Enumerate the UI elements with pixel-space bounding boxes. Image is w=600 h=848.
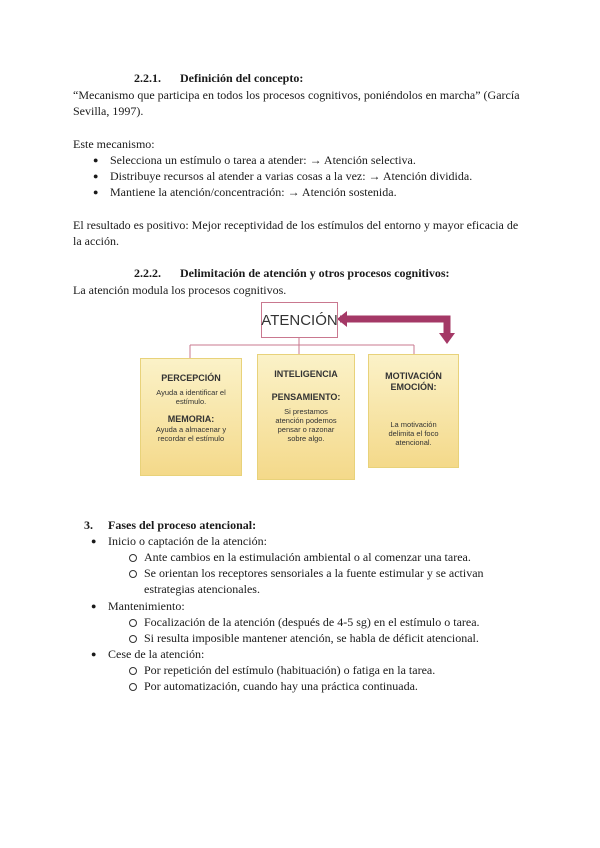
quote-line-2: Sevilla, 1997). — [73, 104, 144, 118]
list-item: Mantiene la atención/concentración: → Atención sostenida. — [110, 185, 397, 199]
feedback-arrow-tail — [337, 311, 347, 327]
section-number: 2.2.2. — [134, 266, 161, 280]
circle-bullet-icon — [129, 667, 137, 675]
section-intro: La atención modula los procesos cognitivos. — [73, 283, 287, 297]
phase-label: Inicio o captación de la atención: — [108, 534, 267, 548]
list-item: Distribuye recursos al atender a varias cosas a la vez: → Atención dividida. — [110, 169, 473, 183]
list-item: Por repetición del estímulo (habituación) o fatiga en la tarea. — [144, 663, 436, 677]
box-title: INTELIGENCIA — [274, 369, 338, 379]
mechanism-intro: Este mecanismo: — [73, 137, 155, 151]
circle-bullet-icon — [129, 570, 137, 578]
box-title: MOTIVACIÓN — [385, 371, 442, 381]
bullet-icon: ● — [91, 536, 97, 546]
section-number: 3. — [84, 518, 93, 532]
result-line-2: la acción. — [73, 234, 119, 248]
section-number: 2.2.1. — [134, 71, 161, 85]
box-text: Ayuda a almacenar y recordar el estímulo — [155, 425, 227, 443]
section-title: Fases del proceso atencional: — [108, 518, 257, 532]
circle-bullet-icon — [129, 683, 137, 691]
feedback-arrow-head — [439, 333, 455, 344]
section-title: Delimitación de atención y otros procesos cognitivos: — [180, 266, 450, 280]
phase-label: Mantenimiento: — [108, 599, 185, 613]
bullet-icon: ● — [91, 601, 97, 611]
box-title: PENSAMIENTO: — [271, 392, 341, 402]
bullet-icon: ● — [93, 171, 99, 181]
list-item: Si resulta imposible mantener atención, se habla de déficit atencional. — [144, 631, 479, 645]
attention-box: ATENCIÓN — [261, 302, 338, 338]
circle-bullet-icon — [129, 635, 137, 643]
box-title: PERCEPCIÓN — [161, 373, 221, 383]
motivation-box — [368, 354, 459, 468]
section-title: Definición del concepto: — [180, 71, 304, 85]
feedback-arrow-shaft — [340, 319, 447, 333]
circle-bullet-icon — [129, 619, 137, 627]
phase-label: Cese de la atención: — [108, 647, 205, 661]
box-text: La motivación delimita el foco atencional. — [388, 420, 439, 447]
box-text: Si prestamos atención podemos pensar o razonar sobre algo. — [275, 407, 337, 443]
section-heading-3 — [84, 518, 256, 533]
list-item-continuation: estrategias atencionales. — [144, 582, 260, 596]
bullet-icon: ● — [93, 155, 99, 165]
list-item: Se orientan los receptores sensoriales a la fuente estimular y se activan — [144, 566, 484, 580]
list-item: Por automatización, cuando hay una práctica continuada. — [144, 679, 418, 693]
bullet-icon: ● — [91, 649, 97, 659]
quote-line-1: “Mecanismo que participa en todos los procesos cognitivos, poniéndolos en marcha” (García — [73, 88, 520, 102]
box-text: Ayuda a identificar el estímulo. — [156, 388, 226, 406]
list-item: Selecciona un estímulo o tarea a atender: → Atención selectiva. — [110, 153, 416, 167]
box-title: EMOCIÓN: — [390, 382, 437, 392]
intelligence-box — [257, 354, 355, 480]
list-item: Ante cambios en la estimulación ambiental o al comenzar una tarea. — [144, 550, 471, 564]
box-title: MEMORIA: — [167, 414, 215, 424]
result-line-1: El resultado es positivo: Mejor receptividad de los estímulos del entorno y mayor eficacia de — [73, 218, 519, 232]
perception-box — [140, 358, 242, 476]
list-item: Focalización de la atención (después de 4-5 sg) en el estímulo o tarea. — [144, 615, 480, 629]
bullet-icon: ● — [93, 187, 99, 197]
circle-bullet-icon — [129, 554, 137, 562]
